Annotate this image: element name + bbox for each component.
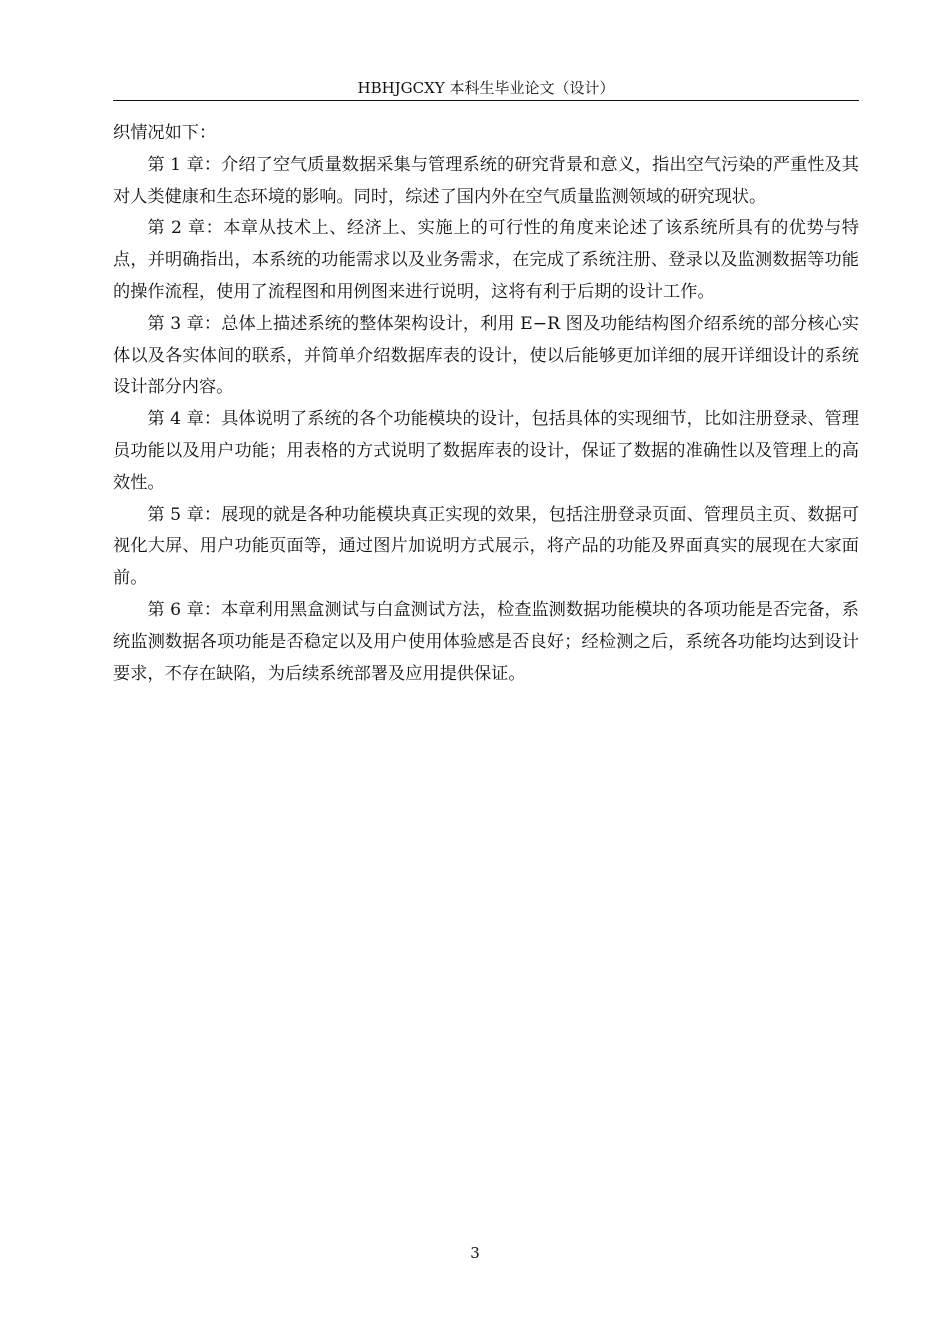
paragraph-chapter-2: 第 2 章：本章从技术上、经济上、实施上的可行性的角度来论述了该系统所具有的优势与特点，并明确指出，本系统的功能需求以及业务需求，在完成了系统注册、登录以及监测数据等功能的操作流程，使用了流程图和用例图来进行说明，这将有利于后期的设计工作。 bbox=[113, 218, 859, 302]
running-header: HBHJGCXY 本科生毕业论文（设计） bbox=[357, 79, 615, 97]
paragraph-chapter-5: 第 5 章：展现的就是各种功能模块真正实现的效果，包括注册登录页面、管理员主页、数据可视化大屏、用户功能页面等，通过图片加说明方式展示，将产品的功能及界面真实的展现在大家面前。 bbox=[113, 504, 859, 589]
page-number: 3 bbox=[470, 1244, 480, 1262]
paragraph-chapter-6: 第 6 章：本章利用黑盒测试与白盒测试方法，检查监测数据功能模块的各项功能是否完备，系统监测数据各项功能是否稳定以及用户使用体验感是否良好；经检测之后，系统各功能均达到设计要求，不存在缺陷，为后续系统部署及应用提供保证。 bbox=[113, 599, 859, 684]
paragraph-chapter-1: 第 1 章：介绍了空气质量数据采集与管理系统的研究背景和意义，指出空气污染的严重性及其对人类健康和生态环境的影响。同时，综述了国内外在空气质量监测领域的研究现状。 bbox=[113, 154, 859, 207]
paragraph-chapter-4: 第 4 章：具体说明了系统的各个功能模块的设计，包括具体的实现细节，比如注册登录、管理员功能以及用户功能；用表格的方式说明了数据库表的设计，保证了数据的准确性以及管理上的高效性。 bbox=[113, 409, 859, 493]
header-rule bbox=[113, 100, 859, 101]
paragraph-chapter-3: 第 3 章：总体上描述系统的整体架构设计，利用 E−R 图及功能结构图介绍系统的部分核心实体以及各实体间的联系，并简单介绍数据库表的设计，使以后能够更加详细的展开详细设计的系统设计部分内容。 bbox=[113, 313, 859, 398]
continuation-line: 织情况如下： bbox=[113, 123, 217, 143]
body-text bbox=[113, 118, 859, 690]
